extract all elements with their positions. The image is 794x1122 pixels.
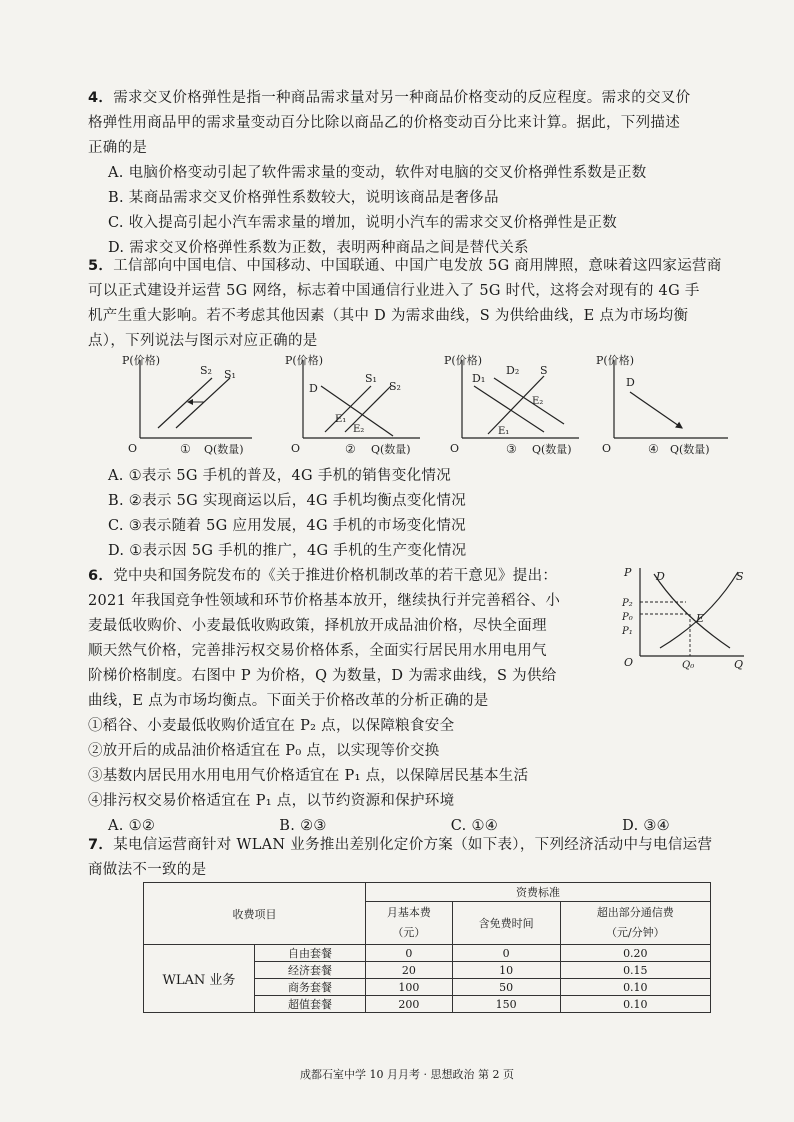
- point-label-e1: E₁: [335, 414, 347, 425]
- curve-label-d: D: [656, 570, 665, 583]
- demand-curve: [654, 574, 730, 648]
- option-a: A. ①表示 5G 手机的普及，4G 手机的销售变化情况: [108, 468, 452, 484]
- supply-curve-s2: [158, 378, 212, 428]
- curve-label-s2: S₂: [389, 380, 401, 393]
- question-6: [88, 564, 613, 714]
- header-standard: 资费标准: [366, 883, 711, 902]
- curve-label-d2: D₂: [506, 364, 520, 377]
- free-cell: 150: [452, 996, 560, 1013]
- label-q0: Q₀: [682, 660, 695, 670]
- question-number: 7．: [88, 837, 114, 853]
- overage-cell: 0.10: [560, 979, 710, 996]
- question-7: [88, 833, 728, 883]
- point-label-e1: E₁: [498, 426, 510, 437]
- free-cell: 50: [452, 979, 560, 996]
- header-monthly: 月基本费 （元）: [366, 902, 453, 945]
- fee-table: [143, 882, 711, 1013]
- demand-curve: [630, 392, 682, 428]
- question-number: 5．: [88, 258, 114, 274]
- statement-1: ①稻谷、小麦最低收购价适宜在 P₂ 点，以保障粮食安全: [88, 718, 455, 734]
- axis-label-q: Q: [734, 658, 744, 670]
- supply-curve: [660, 572, 738, 648]
- statement-4: ④排污权交易价格适宜在 P₁ 点，以节约资源和保护环境: [88, 793, 455, 809]
- curve-label-d1: D₁: [472, 372, 486, 385]
- graph-number: ①: [180, 442, 191, 456]
- curve-label-s1: S₁: [224, 368, 236, 381]
- question-stem: 正确的是: [88, 140, 148, 156]
- choice-a: A. ①②: [108, 818, 156, 834]
- supply-demand-graphs: [112, 352, 732, 464]
- curve-label-s1: S₁: [365, 372, 377, 385]
- label-p0: P₀: [622, 612, 633, 623]
- option-b: B. ②表示 5G 实现商运以后，4G 手机均衡点变化情况: [108, 493, 467, 509]
- axis-label-p: P: [624, 566, 632, 579]
- header-overage: 超出部分通信费 （元/分钟）: [560, 902, 710, 945]
- monthly-cell: 100: [366, 979, 453, 996]
- option-d: D. ①表示因 5G 手机的推广，4G 手机的生产变化情况: [108, 543, 467, 559]
- graph-2: [275, 352, 430, 464]
- point-label-e2: E₂: [532, 396, 544, 407]
- question-stem: 格弹性用商品甲的需求量变动百分比除以商品乙的价格变动百分比来计算。据此，下列描述: [88, 115, 680, 131]
- graph-number: ②: [345, 442, 356, 456]
- curve-label-d: D: [309, 382, 318, 395]
- x-axis-label: Q(数量): [532, 443, 572, 456]
- question-5-options: [88, 464, 728, 564]
- question-stem: 可以正式建设并运营 5G 网络，标志着中国通信行业进入了 5G 时代，这将会对现有的 4G 手: [88, 283, 700, 299]
- origin-label: O: [602, 442, 612, 455]
- monthly-cell: 20: [366, 962, 453, 979]
- question-stem: 工信部向中国电信、中国移动、中国联通、中国广电发放 5G 商用牌照，意味着这四家运营商: [113, 258, 722, 274]
- overage-cell: 0.20: [560, 945, 710, 962]
- plan-cell: 商务套餐: [255, 979, 366, 996]
- plan-cell: 自由套餐: [255, 945, 366, 962]
- table-row: [144, 945, 711, 962]
- choice-c: C. ①④: [450, 818, 499, 834]
- question-stem: 曲线，E 点为市场均衡点。下面关于价格改革的分析正确的是: [88, 693, 489, 709]
- question-number: 6．: [88, 568, 114, 584]
- question-number: 4．: [88, 90, 114, 106]
- graph-number: ④: [648, 442, 659, 456]
- plan-cell: 超值套餐: [255, 996, 366, 1013]
- point-label-e: E: [696, 612, 705, 625]
- question-stem: 阶梯价格制度。右图中 P 为价格，Q 为数量，D 为需求曲线，S 为供给: [88, 668, 557, 684]
- graph-number: ③: [506, 442, 517, 456]
- question-6-items: [88, 714, 728, 839]
- question-4: [88, 86, 728, 261]
- statement-3: ③基数内居民用水用电用气价格适宜在 P₁ 点，以保障居民基本生活: [88, 768, 529, 784]
- question-stem: 机产生重大影响。若不考虑其他因素（其中 D 为需求曲线，S 为供给曲线，E 点为市场均衡: [88, 308, 689, 324]
- question-5: [88, 254, 728, 354]
- label-p1: P₁: [622, 626, 633, 637]
- label-p2: P₂: [622, 598, 633, 609]
- overage-cell: 0.10: [560, 996, 710, 1013]
- y-axis-label: P(价格): [444, 354, 482, 367]
- choice-d: D. ③④: [622, 818, 670, 834]
- graph-3: [434, 352, 589, 464]
- origin-label: O: [624, 656, 634, 669]
- statement-2: ②放开后的成品油价格适宜在 P₀ 点，以实现等价交换: [88, 743, 440, 759]
- origin-label: O: [128, 442, 138, 455]
- option-c: C. 收入提高引起小汽车需求量的增加，说明小汽车的需求交叉价格弹性是正数: [108, 215, 618, 231]
- header-free-time: 含免费时间: [452, 902, 560, 945]
- free-cell: 0: [452, 945, 560, 962]
- origin-label: O: [450, 442, 460, 455]
- graph-1: [112, 352, 262, 464]
- question-stem: 点），下列说法与图示对应正确的是: [88, 333, 318, 349]
- question-stem: 某电信运营商针对 WLAN 业务推出差别化定价方案（如下表），下列经济活动中与电信运营: [113, 837, 713, 853]
- x-axis-label: Q(数量): [371, 443, 411, 456]
- point-label-e2: E₂: [353, 424, 365, 435]
- price-reform-graph: [620, 562, 750, 670]
- x-axis-label: Q(数量): [204, 443, 244, 456]
- x-axis-label: Q(数量): [670, 443, 710, 456]
- service-cell: WLAN 业务: [144, 945, 255, 1013]
- curve-label-s: S: [540, 364, 548, 377]
- option-d: D. 需求交叉价格弹性系数为正数，表明两种商品之间是替代关系: [108, 240, 529, 256]
- origin-label: O: [291, 442, 301, 455]
- question-stem: 商做法不一致的是: [88, 862, 207, 878]
- plan-cell: 经济套餐: [255, 962, 366, 979]
- monthly-cell: 0: [366, 945, 453, 962]
- curve-label-s: S: [736, 570, 744, 583]
- page-footer: 成都石室中学 10 月月考 · 思想政治 第 2 页: [300, 1068, 514, 1081]
- y-axis-label: P(价格): [122, 354, 160, 367]
- y-axis-label: P(价格): [285, 354, 323, 367]
- question-stem: 麦最低收购价、小麦最低收购政策，择机放开成品油价格，尽快全面理: [88, 618, 547, 634]
- monthly-cell: 200: [366, 996, 453, 1013]
- choice-b: B. ②③: [279, 818, 327, 834]
- question-stem: 党中央和国务院发布的《关于推进价格机制改革的若干意见》提出：: [113, 568, 558, 584]
- header-item: 收费项目: [144, 883, 366, 945]
- option-a: A. 电脑价格变动引起了软件需求量的变动，软件对电脑的交叉价格弹性系数是正数: [108, 165, 647, 181]
- supply-curve-s2: [345, 386, 391, 432]
- question-stem: 顺天然气价格，完善排污权交易价格体系，全面实行居民用水用电用气: [88, 643, 547, 659]
- graph-4: [590, 352, 732, 464]
- option-b: B. 某商品需求交叉价格弹性系数较大，说明该商品是奢侈品: [108, 190, 499, 206]
- option-c: C. ③表示随着 5G 应用发展，4G 手机的市场变化情况: [108, 518, 466, 534]
- supply-curve-s1: [176, 378, 230, 428]
- question-stem: 需求交叉价格弹性是指一种商品需求量对另一种商品价格变动的反应程度。需求的交叉价: [113, 90, 691, 106]
- y-axis-label: P(价格): [596, 354, 634, 367]
- question-stem: 2021 年我国竞争性领域和环节价格基本放开，继续执行并完善稻谷、小: [88, 593, 561, 609]
- overage-cell: 0.15: [560, 962, 710, 979]
- curve-label-s2: S₂: [200, 364, 212, 377]
- curve-label-d: D: [626, 376, 635, 389]
- free-cell: 10: [452, 962, 560, 979]
